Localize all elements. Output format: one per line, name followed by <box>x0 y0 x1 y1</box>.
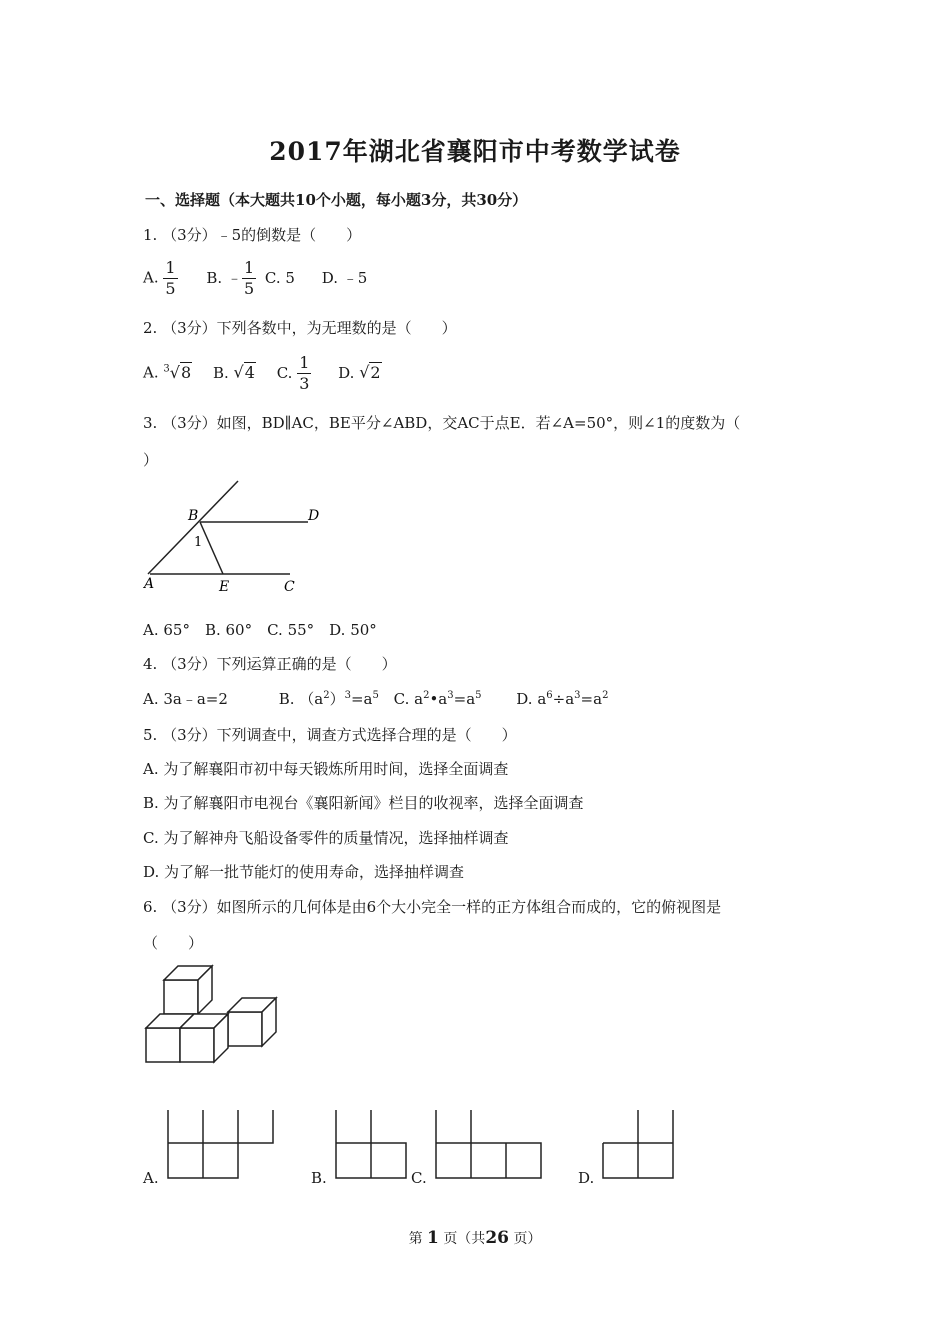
label-a: A <box>144 576 155 592</box>
option-b-fraction: $\frac{1}{5}$ <box>243 258 255 298</box>
question-2-options <box>143 353 382 394</box>
option-a-label: A. <box>143 363 159 382</box>
cube-top-front <box>164 980 198 1014</box>
option-d-label: D. <box>578 1169 595 1187</box>
question-6-stem: 6. （3分）如图所示的几何体是由6个大小完全一样的正方体组合而成的，它的俯视图是 <box>143 898 722 916</box>
question-3-stem: 3. （3分）如图，BD∥AC，BE平分∠ABD，交AC于点E．若∠A=50°，则∠1的度数为（ <box>143 414 741 432</box>
question-2-stem: 2. （3分）下列各数中，为无理数的是（ ） <box>143 319 457 337</box>
total-pages: 26 <box>485 1228 509 1248</box>
page-title: 2017年湖北省襄阳市中考数学试卷 <box>269 137 681 166</box>
option-b-grid <box>336 1110 408 1180</box>
page-number: 1 <box>427 1228 439 1248</box>
question-4-stem: 4. （3分）下列运算正确的是（ ） <box>143 655 397 673</box>
cube-front-1 <box>146 1028 180 1062</box>
question-5-option-d: D. 为了解一批节能灯的使用寿命，选择抽样调查 <box>143 863 465 881</box>
label-b: B <box>188 508 199 524</box>
option-d-label: D. <box>338 363 355 382</box>
option-a-label: A. <box>143 1169 159 1187</box>
label-angle-1: 1 <box>194 535 203 550</box>
section-heading: 一、选择题（本大题共10个小题，每小题3分，共30分） <box>145 191 528 209</box>
label-d: D <box>308 508 320 524</box>
question-5-option-b: B. 为了解襄阳市电视台《襄阳新闻》栏目的收视率，选择全面调查 <box>143 794 584 812</box>
option-d: D. $a^6\div a^3=a^2$ <box>516 690 609 708</box>
question-4-options <box>143 688 608 709</box>
option-c: C. 5 <box>264 268 295 287</box>
option-b: B. $(a^2)^3=a^5$ <box>278 690 379 708</box>
question-1-options <box>143 258 367 299</box>
question-6-stem-cont: （ ） <box>143 934 204 952</box>
question-5-option-c: C. 为了解神舟飞船设备零件的质量情况，选择抽样调查 <box>143 829 509 847</box>
option-a-cube-root: $^3$√8 <box>163 362 192 382</box>
question-6-solid-figure <box>140 960 290 1065</box>
question-5-option-a: A. 为了解襄阳市初中每天锻炼所用时间，选择全面调查 <box>143 760 509 778</box>
label-e: E <box>219 579 230 595</box>
option-a-label: A. <box>143 268 159 287</box>
option-b-label: B. <box>212 363 229 382</box>
option-c: C. $a^2•a^3=a^5$ <box>393 690 482 708</box>
option-d-root: √2 <box>359 362 381 382</box>
option-c-label: C. <box>411 1169 427 1187</box>
option-d-grid <box>603 1110 677 1180</box>
option-b-label: B. <box>311 1169 327 1187</box>
question-3-options: A. 65° B. 60° C. 55° D. 50° <box>143 621 377 639</box>
label-c: C <box>284 579 295 595</box>
question-1-stem: 1. （3分）﹣5的倒数是（ ） <box>143 226 362 244</box>
line-ab <box>148 481 238 574</box>
question-3-stem-cont: ） <box>143 451 159 469</box>
page-footer: 第 1 页（共26 页） <box>408 1228 542 1248</box>
option-d: D. ﹣5 <box>321 268 368 287</box>
option-b-sign: ﹣ <box>226 268 242 287</box>
option-a: A. 3a﹣a=2 <box>143 690 228 708</box>
option-c-grid <box>436 1110 544 1180</box>
option-a-grid <box>168 1110 276 1180</box>
option-b-root: √4 <box>233 362 255 382</box>
option-a-fraction: $\frac{1}{5}$ <box>165 258 176 298</box>
option-c-fraction: $\frac{1}{3}$ <box>299 353 310 393</box>
cube-right-front <box>228 1012 262 1046</box>
option-b-label: B. <box>206 268 223 287</box>
question-5-stem: 5. （3分）下列调查中，调查方式选择合理的是（ ） <box>143 726 517 744</box>
question-3-figure <box>140 478 340 598</box>
line-be <box>200 522 223 574</box>
option-c-label: C. <box>276 363 293 382</box>
cube-front-2 <box>180 1028 214 1062</box>
